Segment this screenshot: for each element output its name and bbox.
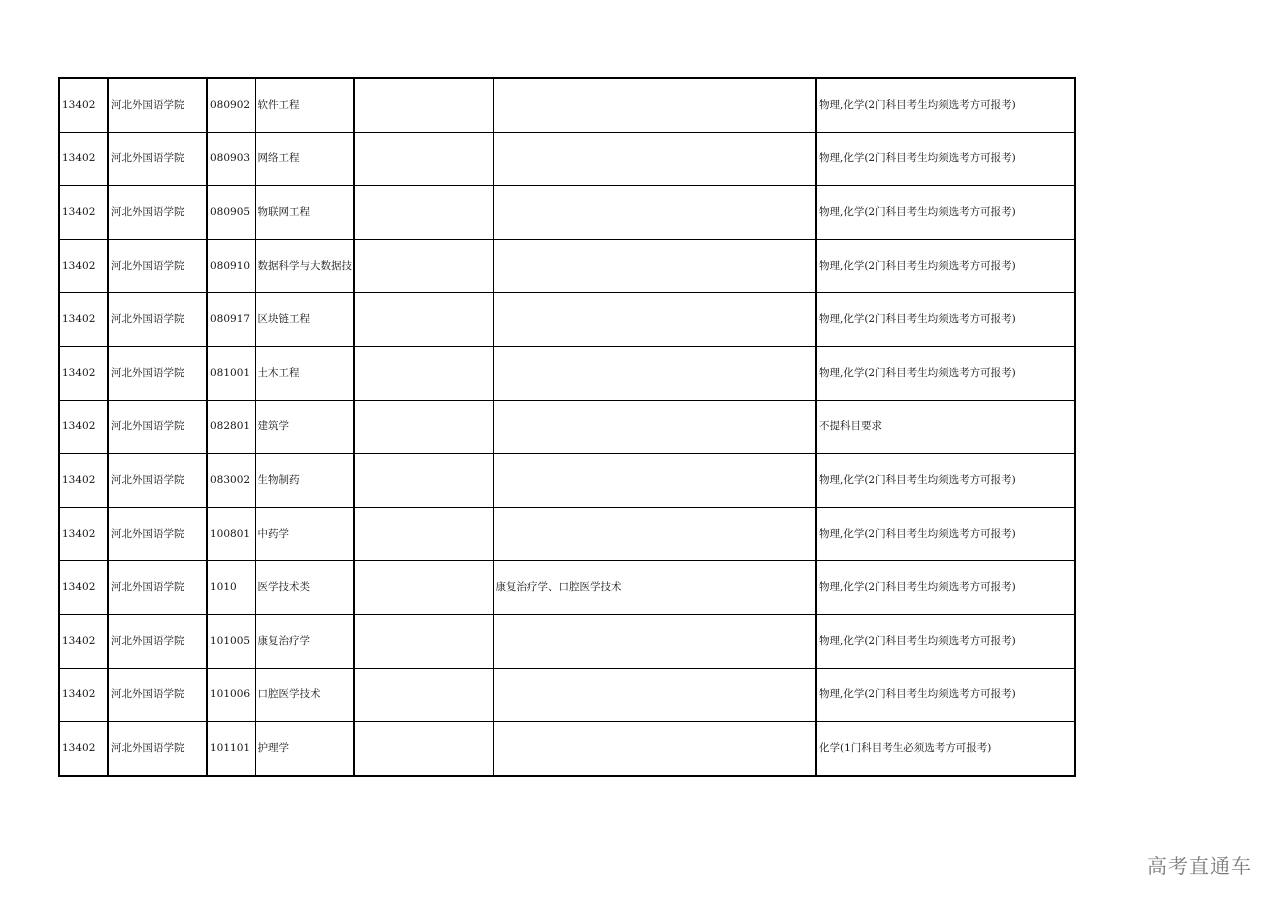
institution-name-cell: 河北外国语学院	[108, 400, 207, 454]
blank-cell	[354, 614, 493, 668]
subject-requirement-cell: 物理,化学(2门科目考生均须选考方可报考)	[816, 561, 1075, 615]
major-code-cell: 101101	[207, 722, 255, 776]
major-name-cell: 康复治疗学	[255, 614, 354, 668]
major-name-cell: 软件工程	[255, 78, 354, 132]
institution-code-cell: 13402	[59, 614, 108, 668]
table-row	[59, 507, 1075, 561]
included-majors-cell	[493, 668, 816, 722]
institution-name-cell: 河北外国语学院	[108, 614, 207, 668]
included-majors-cell	[493, 293, 816, 347]
blank-cell	[354, 78, 493, 132]
institution-name-cell: 河北外国语学院	[108, 132, 207, 186]
subject-requirement-cell: 物理,化学(2门科目考生均须选考方可报考)	[816, 454, 1075, 508]
major-name-cell: 口腔医学技术	[255, 668, 354, 722]
major-name-cell: 建筑学	[255, 400, 354, 454]
blank-cell	[354, 132, 493, 186]
major-name-cell: 物联网工程	[255, 186, 354, 240]
included-majors-cell	[493, 132, 816, 186]
subject-requirement-cell: 物理,化学(2门科目考生均须选考方可报考)	[816, 293, 1075, 347]
major-code-cell: 1010	[207, 561, 255, 615]
institution-name-cell: 河北外国语学院	[108, 722, 207, 776]
major-name-cell: 生物制药	[255, 454, 354, 508]
major-code-cell: 082801	[207, 400, 255, 454]
included-majors-cell	[493, 78, 816, 132]
table-row	[59, 400, 1075, 454]
institution-code-cell: 13402	[59, 78, 108, 132]
institution-code-cell: 13402	[59, 668, 108, 722]
table-row	[59, 614, 1075, 668]
institution-code-cell: 13402	[59, 507, 108, 561]
table-body	[59, 78, 1075, 776]
major-code-cell: 080905	[207, 186, 255, 240]
institution-code-cell: 13402	[59, 561, 108, 615]
subject-requirement-cell: 不提科目要求	[816, 400, 1075, 454]
institution-name-cell: 河北外国语学院	[108, 78, 207, 132]
institution-name-cell: 河北外国语学院	[108, 239, 207, 293]
blank-cell	[354, 454, 493, 508]
included-majors-cell	[493, 722, 816, 776]
major-code-cell: 080903	[207, 132, 255, 186]
subject-requirement-cell: 物理,化学(2门科目考生均须选考方可报考)	[816, 239, 1075, 293]
institution-code-cell: 13402	[59, 186, 108, 240]
table-row	[59, 668, 1075, 722]
table-row	[59, 722, 1075, 776]
major-name-cell: 中药学	[255, 507, 354, 561]
major-code-cell: 101005	[207, 614, 255, 668]
institution-name-cell: 河北外国语学院	[108, 454, 207, 508]
major-name-cell: 数据科学与大数据技	[255, 239, 354, 293]
blank-cell	[354, 239, 493, 293]
included-majors-cell	[493, 346, 816, 400]
major-name-cell: 护理学	[255, 722, 354, 776]
institution-code-cell: 13402	[59, 293, 108, 347]
blank-cell	[354, 400, 493, 454]
institution-code-cell: 13402	[59, 454, 108, 508]
institution-code-cell: 13402	[59, 722, 108, 776]
included-majors-cell	[493, 239, 816, 293]
subject-requirement-cell: 物理,化学(2门科目考生均须选考方可报考)	[816, 186, 1075, 240]
major-code-cell: 101006	[207, 668, 255, 722]
included-majors-cell: 康复治疗学、口腔医学技术	[493, 561, 816, 615]
table-row	[59, 132, 1075, 186]
blank-cell	[354, 293, 493, 347]
institution-name-cell: 河北外国语学院	[108, 293, 207, 347]
institution-code-cell: 13402	[59, 400, 108, 454]
included-majors-cell	[493, 454, 816, 508]
subject-requirement-cell: 物理,化学(2门科目考生均须选考方可报考)	[816, 132, 1075, 186]
institution-code-cell: 13402	[59, 346, 108, 400]
blank-cell	[354, 186, 493, 240]
table-row	[59, 78, 1075, 132]
blank-cell	[354, 561, 493, 615]
subject-requirement-cell: 物理,化学(2门科目考生均须选考方可报考)	[816, 614, 1075, 668]
blank-cell	[354, 507, 493, 561]
institution-name-cell: 河北外国语学院	[108, 668, 207, 722]
major-code-cell: 080902	[207, 78, 255, 132]
included-majors-cell	[493, 400, 816, 454]
watermark-text: 高考直通车	[1147, 854, 1252, 878]
institution-name-cell: 河北外国语学院	[108, 346, 207, 400]
institution-code-cell: 13402	[59, 239, 108, 293]
major-code-cell: 080917	[207, 293, 255, 347]
major-code-cell: 081001	[207, 346, 255, 400]
major-name-cell: 医学技术类	[255, 561, 354, 615]
table-row	[59, 561, 1075, 615]
subject-requirement-cell: 物理,化学(2门科目考生均须选考方可报考)	[816, 78, 1075, 132]
subject-requirement-cell: 物理,化学(2门科目考生均须选考方可报考)	[816, 668, 1075, 722]
table-row	[59, 239, 1075, 293]
table-row	[59, 454, 1075, 508]
subject-requirement-cell: 化学(1门科目考生必须选考方可报考)	[816, 722, 1075, 776]
included-majors-cell	[493, 614, 816, 668]
included-majors-cell	[493, 186, 816, 240]
major-name-cell: 网络工程	[255, 132, 354, 186]
included-majors-cell	[493, 507, 816, 561]
subject-requirement-cell: 物理,化学(2门科目考生均须选考方可报考)	[816, 346, 1075, 400]
table-row	[59, 186, 1075, 240]
major-name-cell: 区块链工程	[255, 293, 354, 347]
blank-cell	[354, 346, 493, 400]
blank-cell	[354, 668, 493, 722]
subject-requirement-table	[58, 77, 1076, 777]
institution-code-cell: 13402	[59, 132, 108, 186]
institution-name-cell: 河北外国语学院	[108, 507, 207, 561]
major-code-cell: 083002	[207, 454, 255, 508]
institution-name-cell: 河北外国语学院	[108, 561, 207, 615]
institution-name-cell: 河北外国语学院	[108, 186, 207, 240]
major-name-cell: 土木工程	[255, 346, 354, 400]
table-row	[59, 293, 1075, 347]
major-code-cell: 100801	[207, 507, 255, 561]
blank-cell	[354, 722, 493, 776]
major-code-cell: 080910	[207, 239, 255, 293]
table-row	[59, 346, 1075, 400]
subject-requirement-cell: 物理,化学(2门科目考生均须选考方可报考)	[816, 507, 1075, 561]
